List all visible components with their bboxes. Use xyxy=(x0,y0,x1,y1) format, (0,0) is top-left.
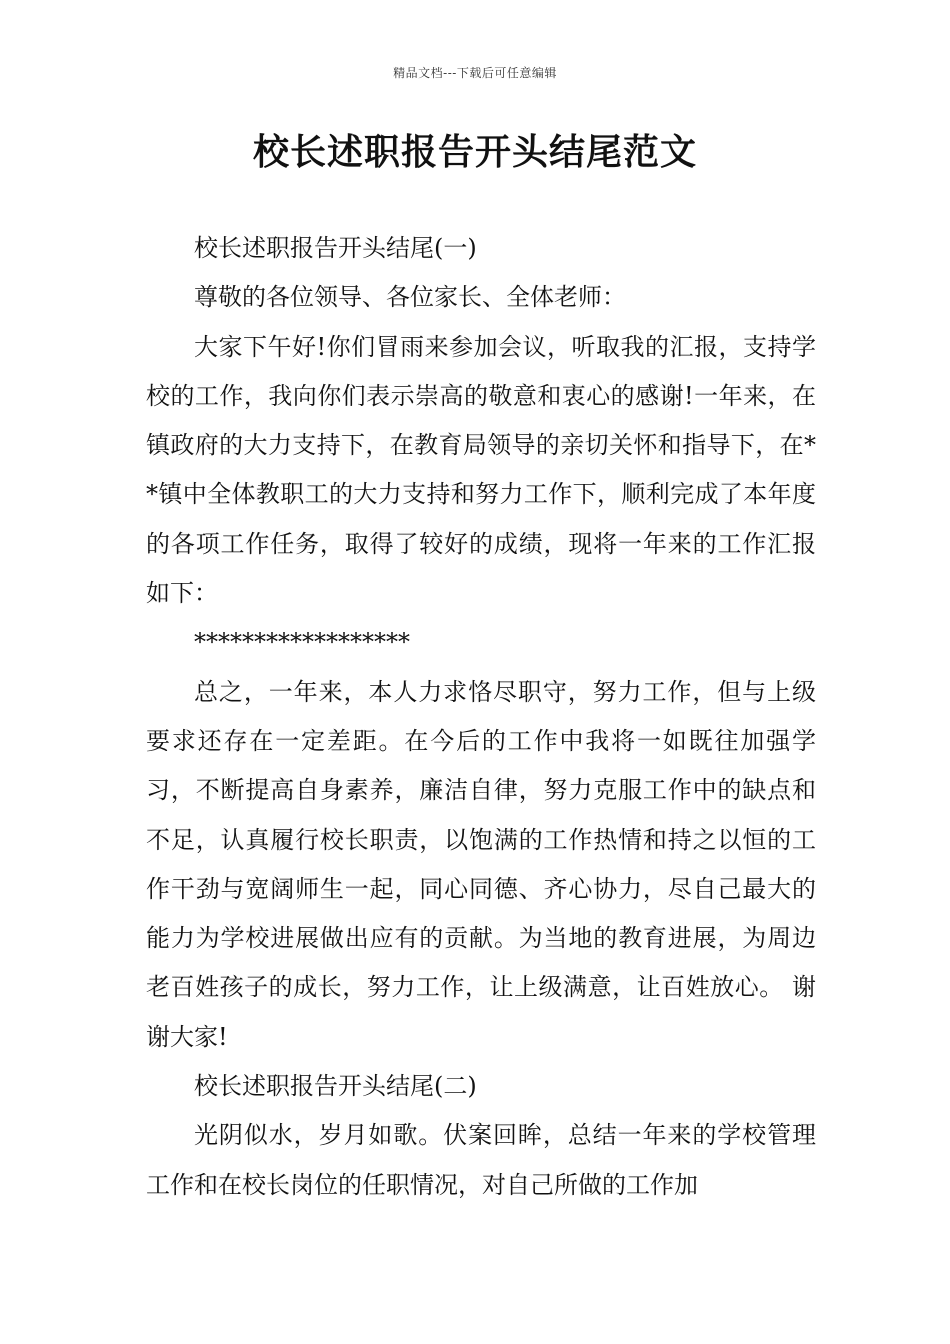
document-header-note: 精品文档---下载后可任意编辑 xyxy=(393,66,557,80)
salutation-paragraph: 尊敬的各位领导、各位家长、全体老师： xyxy=(194,283,626,312)
document-body xyxy=(146,224,816,1210)
document-title: 校长述职报告开头结尾范文 xyxy=(252,132,697,173)
closing-paragraph: 总之，一年来，本人力求恪尽职守，努力工作，但与上级要求还存在一定差距。在今后的工作中我将一如既往加强学习，不断提高自身素养，廉洁自律，努力克服工作中的缺点和不足，认真履行校长职责，以饱满的工作热情和持之以恒的工作干劲与宽阔师生一起，同心同德、齐心协力，尽自己最大的能力为学校进展做出应有的贡献。为当地的教育进展，为周边老百姓孩子的成长，努力工作，让上级满意，让百姓放心。 谢谢大家! xyxy=(146,677,816,1051)
section-heading-1: 校长述职报告开头结尾(一) xyxy=(194,234,477,262)
opening-paragraph: 大家下午好!你们冒雨来参加会议，听取我的汇报，支持学校的工作，我向你们表示崇高的敬意和衷心的感谢!一年来，在镇政府的大力支持下，在教育局领导的亲切关怀和指导下，在**镇中全体教职工的大力支持和努力工作下，顺利完成了本年度的各项工作任务，取得了较好的成绩，现将一年来的工作汇报如下： xyxy=(146,332,816,608)
section-2-opening-paragraph: 光阴似水，岁月如歌。伏案回眸，总结一年来的学校管理工作和在校长岗位的任职情况，对自己所做的工作加 xyxy=(146,1121,816,1199)
separator-asterisks: ****************** xyxy=(194,628,410,657)
section-heading-2: 校长述职报告开头结尾(二) xyxy=(194,1072,477,1101)
